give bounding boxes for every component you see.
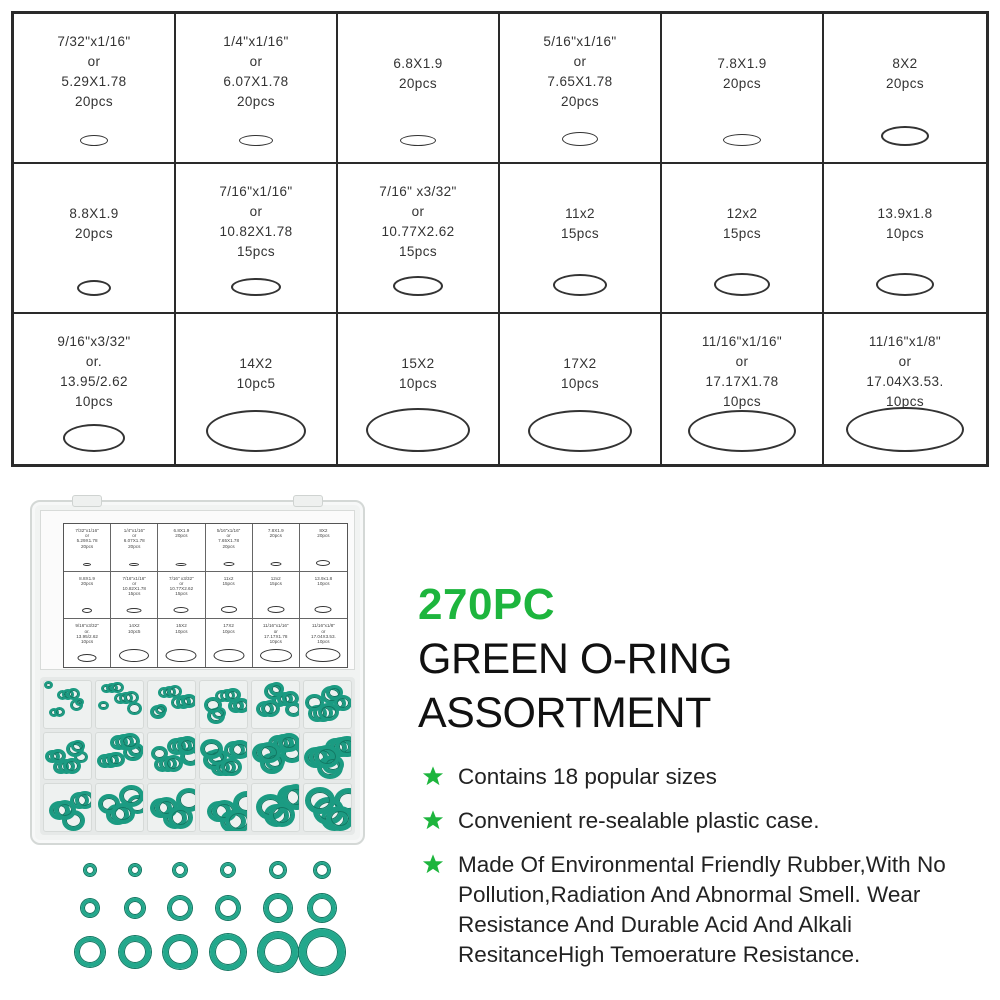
lid-oring-outline [119, 649, 149, 662]
size-label-line: 7/32"x1/16" [57, 34, 131, 49]
compartment [199, 680, 248, 729]
size-label-line: 20pcs [885, 76, 925, 91]
green-oring [75, 791, 92, 809]
size-label-line: 20pcs [74, 94, 113, 109]
loose-green-oring [119, 936, 151, 968]
green-oring [107, 752, 125, 768]
size-label-line: 15pcs [236, 244, 275, 259]
lid-size-cell [253, 619, 300, 667]
size-label [866, 332, 943, 412]
lid-size-label-line: 10pc5 [127, 628, 141, 634]
compartment [43, 732, 92, 781]
oring-outline [63, 424, 125, 452]
loose-green-oring [314, 862, 330, 878]
loose-green-oring [81, 899, 99, 917]
lid-size-label-line: 8X2 [319, 528, 328, 533]
green-oring [318, 703, 339, 721]
star-icon [422, 809, 444, 831]
oring-outline [723, 134, 761, 146]
headline-line-1: GREEN O-RING [418, 635, 733, 683]
star-icon [422, 765, 444, 787]
feature-item [420, 850, 990, 970]
lid-size-label-line: 10pcs [222, 628, 235, 634]
size-label-line: or [898, 354, 912, 369]
compartment [251, 732, 300, 781]
size-label-line: 7/16" x3/32" [379, 184, 457, 199]
lid-oring-outline [260, 649, 292, 662]
oring-outline [400, 135, 436, 146]
size-label [393, 54, 442, 94]
lid-size-cell [253, 572, 300, 620]
size-label [223, 32, 288, 112]
green-oring [111, 803, 135, 824]
size-label-line: 10pcs [560, 376, 600, 391]
green-oring [314, 745, 340, 768]
headline-line-2: ASSORTMENT [418, 689, 711, 737]
lid-size-label-line: 11x2 [223, 575, 234, 581]
lid-size-label-line: 20pcs [80, 543, 94, 549]
lid-size-label-line: or. [84, 628, 90, 634]
oring-outline [231, 278, 281, 296]
size-cell [662, 314, 824, 464]
oring-outline [393, 276, 443, 296]
compartment [303, 732, 352, 781]
lid-size-label-line: or [226, 533, 231, 539]
size-label-line: 17.04X3.53. [866, 374, 944, 389]
size-chart [11, 11, 989, 467]
size-label-line: 20pcs [560, 94, 599, 109]
lid-size-label-line: 15X2 [176, 623, 187, 629]
green-oring [54, 707, 65, 717]
lid-size-label-line: 14X2 [128, 623, 140, 629]
oring-outline [366, 408, 470, 452]
oring-outline [688, 410, 796, 452]
size-cell [338, 14, 500, 164]
size-cell [824, 14, 986, 164]
size-label-line: 10pcs [74, 394, 113, 409]
loose-green-oring [84, 864, 96, 876]
green-oring [111, 682, 124, 693]
size-label-line: 10.82X1.78 [219, 224, 293, 239]
green-oring [71, 740, 85, 753]
lid-size-cell [158, 524, 205, 572]
lid-size-label-line: 10pcs [80, 638, 94, 644]
loose-green-oring [125, 898, 145, 918]
loose-green-oring [221, 863, 235, 877]
compartment [95, 732, 144, 781]
lid-oring-outline [267, 606, 284, 613]
size-label [379, 182, 456, 262]
compartment [43, 783, 92, 832]
lid-size-cell [111, 572, 158, 620]
size-label-line: 11/16"x1/8" [868, 334, 942, 349]
oring-outline [876, 273, 934, 296]
size-label [237, 354, 276, 394]
compartment [147, 732, 196, 781]
lid-oring-outline [213, 649, 244, 662]
size-cell [176, 164, 338, 314]
size-label-line: or [573, 54, 587, 69]
lid-size-cell [158, 619, 205, 667]
lid-size-cell [64, 619, 111, 667]
green-oring [269, 682, 284, 696]
lid-size-label-line: 10.82X1.78 [122, 586, 146, 592]
size-label [702, 332, 782, 412]
size-label-line: 20pcs [236, 94, 275, 109]
size-label-line: or [735, 354, 749, 369]
green-oring [120, 733, 140, 751]
size-cell [662, 164, 824, 314]
size-label-line: 5/16"x1/16" [543, 34, 617, 49]
lid-size-cell [253, 524, 300, 572]
green-oring [155, 704, 167, 715]
green-oring [225, 688, 241, 702]
compartment [199, 783, 248, 832]
size-label-line: 9/16"x3/32" [57, 334, 131, 349]
size-label-line: or [411, 204, 425, 219]
size-label-line: 10pcs [398, 376, 438, 391]
lid-size-cell [64, 572, 111, 620]
size-label-line: or [87, 54, 101, 69]
size-label-line: 10pc5 [236, 376, 276, 391]
loose-green-oring [168, 896, 192, 920]
oring-outline [881, 126, 929, 146]
lid-size-cell [206, 572, 253, 620]
piece-count: 270PC [418, 580, 556, 629]
size-label-line: 12x2 [726, 206, 758, 221]
oring-outline [80, 135, 108, 146]
loose-green-oring [299, 929, 345, 975]
feature-item [420, 806, 990, 836]
green-oring [67, 688, 80, 700]
oring-outline [239, 135, 273, 146]
size-label-line: 7.8X1.9 [717, 56, 767, 71]
size-label-line: 6.07X1.78 [223, 74, 289, 89]
lid-size-cell [111, 524, 158, 572]
lid-oring-outline [306, 648, 341, 662]
lid-size-label-line: 10pcs [317, 638, 330, 644]
lid-oring-outline [174, 607, 189, 613]
size-label-line: 15X2 [401, 356, 435, 371]
green-oring [98, 701, 109, 710]
lid-size-label-line: 15pcs [128, 591, 141, 597]
size-label [717, 54, 766, 94]
size-label [561, 354, 599, 394]
lid-size-cell [158, 572, 205, 620]
lid-oring-outline [83, 563, 91, 566]
green-oring [177, 736, 196, 755]
lid-size-label-line: or [132, 533, 137, 539]
lid-oring-outline [127, 608, 142, 613]
lid-oring-outline [129, 563, 139, 566]
green-oring [326, 685, 343, 700]
lid-size-label-line: or [273, 628, 278, 634]
green-oring [168, 806, 193, 829]
case-hinge [293, 495, 323, 507]
lid-size-cell [206, 524, 253, 572]
lid-oring-outline [176, 563, 187, 566]
lid-size-label-line: 8.8X1.9 [79, 575, 95, 581]
lid-size-label-line: 15pcs [269, 580, 282, 586]
compartment [147, 783, 196, 832]
size-label-line: 11x2 [565, 206, 595, 221]
size-label [57, 32, 130, 112]
size-label-line: 20pcs [74, 226, 114, 241]
lid-size-label-line: 20pcs [269, 533, 282, 539]
loose-green-oring [210, 934, 246, 970]
oring-outline [714, 273, 770, 296]
green-oring [168, 685, 182, 698]
size-label-line: 20pcs [722, 76, 762, 91]
size-label-line: or [249, 204, 263, 219]
compartment [251, 680, 300, 729]
lid-size-label-line: 13.9x1.8 [314, 575, 333, 581]
lid-size-label-line: 20pcs [222, 543, 235, 549]
lid-size-label-line: 10.77X2.62 [169, 586, 194, 592]
feature-text: Contains 18 popular sizes [458, 764, 717, 789]
lid-size-cell [206, 619, 253, 667]
lid-size-label-line: 20pcs [80, 580, 94, 586]
lid-size-label-line: 1/4"x1/16" [123, 528, 145, 533]
size-cell [14, 164, 176, 314]
size-label [543, 32, 616, 112]
green-oring [229, 740, 248, 759]
lid-size-label-line: 20pcs [175, 533, 188, 539]
lid-size-label-line: 6.8X1.9 [173, 528, 190, 533]
size-label-line: 8.8X1.9 [69, 206, 119, 221]
lid-oring-outline [316, 560, 330, 566]
oring-outline [77, 280, 111, 296]
product-case-image [30, 500, 365, 845]
oring-outline [528, 410, 632, 452]
size-cell [824, 164, 986, 314]
size-label [69, 204, 118, 244]
size-cell [176, 14, 338, 164]
lid-size-label-line: 11/16"x1/16" [262, 623, 289, 629]
size-cell [338, 164, 500, 314]
size-label-line: 10.77X2.62 [381, 224, 455, 239]
lid-size-label-line: 6.07X1.78 [123, 538, 145, 544]
green-oring [305, 787, 335, 814]
size-cell [662, 14, 824, 164]
lid-size-label-line: 7.8X1.9 [267, 528, 284, 533]
size-label-line: 7.65X1.78 [547, 74, 613, 89]
lid-size-label-line: 15pcs [175, 591, 188, 597]
compartment [303, 783, 352, 832]
size-label-line: 13.9x1.8 [877, 206, 933, 221]
lid-size-label-line: 7/16"x1/16" [122, 575, 146, 581]
lid-size-label-line: 17.17X1.78 [263, 633, 288, 639]
compartment [147, 680, 196, 729]
size-cell [338, 314, 500, 464]
size-label-line: 11/16"x1/16" [701, 334, 783, 349]
size-label [723, 204, 761, 244]
green-oring [225, 809, 248, 832]
lid-oring-outline [223, 562, 234, 566]
size-label [219, 182, 292, 262]
size-label-line: 20pcs [398, 76, 438, 91]
loose-green-oring [173, 863, 187, 877]
size-label-line: 8X2 [892, 56, 918, 71]
size-label [561, 204, 599, 244]
compartment [303, 680, 352, 729]
green-oring [181, 694, 196, 708]
size-cell [500, 14, 662, 164]
size-label-line: 15pcs [398, 244, 438, 259]
oring-outline [562, 132, 598, 146]
green-oring [54, 800, 76, 820]
size-label-line: 17.17X1.78 [705, 374, 779, 389]
lid-size-label-line: 5/16"x1/16" [216, 528, 241, 533]
lid-size-cell [64, 524, 111, 572]
size-label [878, 204, 933, 244]
lid-size-cell [111, 619, 158, 667]
lid-size-label-line: or [179, 580, 184, 586]
green-oring [221, 758, 242, 776]
size-label [399, 354, 437, 394]
lid-size-label-line: 17.04X3.53. [311, 633, 336, 639]
green-oring [127, 702, 142, 715]
compartment [95, 783, 144, 832]
lid-size-label-line: 13.95/2.62 [76, 633, 98, 639]
lid-size-label-line: 11/16"x1/8" [311, 623, 335, 629]
oring-outline [206, 410, 306, 452]
lid-size-label-line: 12x2 [270, 575, 281, 581]
feature-item [420, 762, 990, 792]
loose-green-oring [264, 894, 292, 922]
lid-size-cell [300, 524, 347, 572]
green-oring [124, 691, 139, 704]
lid-size-label-line: 10pcs [175, 628, 188, 634]
case-lid [40, 510, 355, 670]
case-hinge [72, 495, 102, 507]
lid-size-label-line: or [85, 533, 90, 539]
compartment [199, 732, 248, 781]
loose-green-oring [258, 932, 298, 972]
loose-green-oring [163, 935, 197, 969]
size-label-line: 10pcs [722, 394, 761, 409]
loose-green-oring [129, 864, 141, 876]
lid-size-label-line: or [321, 628, 326, 634]
green-oring [200, 739, 223, 759]
lid-oring-outline [315, 606, 332, 613]
size-label-line: or. [85, 354, 103, 369]
compartment [43, 680, 92, 729]
green-oring [261, 700, 280, 717]
compartment [95, 680, 144, 729]
size-label-line: 15pcs [722, 226, 762, 241]
green-oring [63, 758, 81, 774]
size-label [886, 54, 924, 94]
feature-text: Made Of Environmental Friendly Rubber,With No Pollution,Radiation And Abnormal Smell. Wear Resistance And Durable Acid And Alkali ResitanceHigh Temoerature Resistance. [458, 852, 946, 967]
feature-text: Convenient re-sealable plastic case. [458, 808, 820, 833]
size-label-line: or [249, 54, 263, 69]
size-label-line: 1/4"x1/16" [223, 34, 289, 49]
lid-size-label-line: 20pcs [317, 533, 330, 539]
lid-oring-outline [221, 606, 237, 613]
green-oring [44, 681, 53, 689]
green-oring [257, 742, 281, 764]
green-oring [204, 697, 222, 713]
lid-size-label-line: 9/16"x3/32" [75, 623, 99, 629]
loose-green-oring [75, 937, 105, 967]
lid-size-label-line: 17X2 [223, 623, 234, 629]
size-label [57, 332, 130, 412]
lid-size-label-line: 7/32"x1/16" [75, 528, 99, 533]
lid-size-label-line: 7/16" x3/32" [169, 575, 194, 581]
lid-oring-outline [78, 654, 97, 662]
size-label-line: 5.29X1.78 [61, 74, 127, 89]
lid-size-label-line: 5.29X1.78 [76, 538, 98, 544]
lid-size-label-line: 10pcs [269, 638, 282, 644]
lid-size-label-line: 7.65X1.78 [218, 538, 240, 544]
loose-green-oring [308, 894, 336, 922]
size-cell [500, 314, 662, 464]
size-cell [500, 164, 662, 314]
loose-green-oring [270, 862, 286, 878]
lid-size-label-line: 15pcs [222, 580, 235, 586]
size-cell [176, 314, 338, 464]
lid-oring-outline [270, 562, 281, 566]
lid-oring-outline [166, 649, 197, 662]
green-oring [282, 784, 300, 809]
size-cell [824, 314, 986, 464]
feature-list [420, 762, 990, 984]
case-compartments [40, 677, 355, 835]
loose-green-oring [216, 896, 240, 920]
size-label-line: 14X2 [239, 356, 273, 371]
green-oring [164, 755, 183, 772]
oring-outline [846, 407, 964, 452]
star-icon [422, 853, 444, 875]
headline [418, 578, 732, 740]
lid-size-label-line: 20pcs [128, 543, 141, 549]
size-label-line: 15pcs [560, 226, 600, 241]
size-cell [14, 14, 176, 164]
oring-outline [553, 274, 607, 296]
loose-orings-image [60, 852, 370, 992]
size-cell [14, 314, 176, 464]
lid-size-chart [63, 523, 348, 668]
size-label-line: 10pcs [885, 394, 925, 409]
size-label-line: 17X2 [563, 356, 597, 371]
compartment [251, 783, 300, 832]
size-label-line: 6.8X1.9 [393, 56, 443, 71]
size-label-line: 13.95/2.62 [60, 374, 128, 389]
size-label-line: 7/16"x1/16" [219, 184, 293, 199]
lid-size-cell [300, 572, 347, 620]
size-label-line: 10pcs [885, 226, 925, 241]
lid-size-cell [300, 619, 347, 667]
lid-oring-outline [82, 608, 92, 613]
lid-size-label-line: 10pcs [317, 580, 330, 586]
lid-size-label-line: or [132, 580, 137, 586]
